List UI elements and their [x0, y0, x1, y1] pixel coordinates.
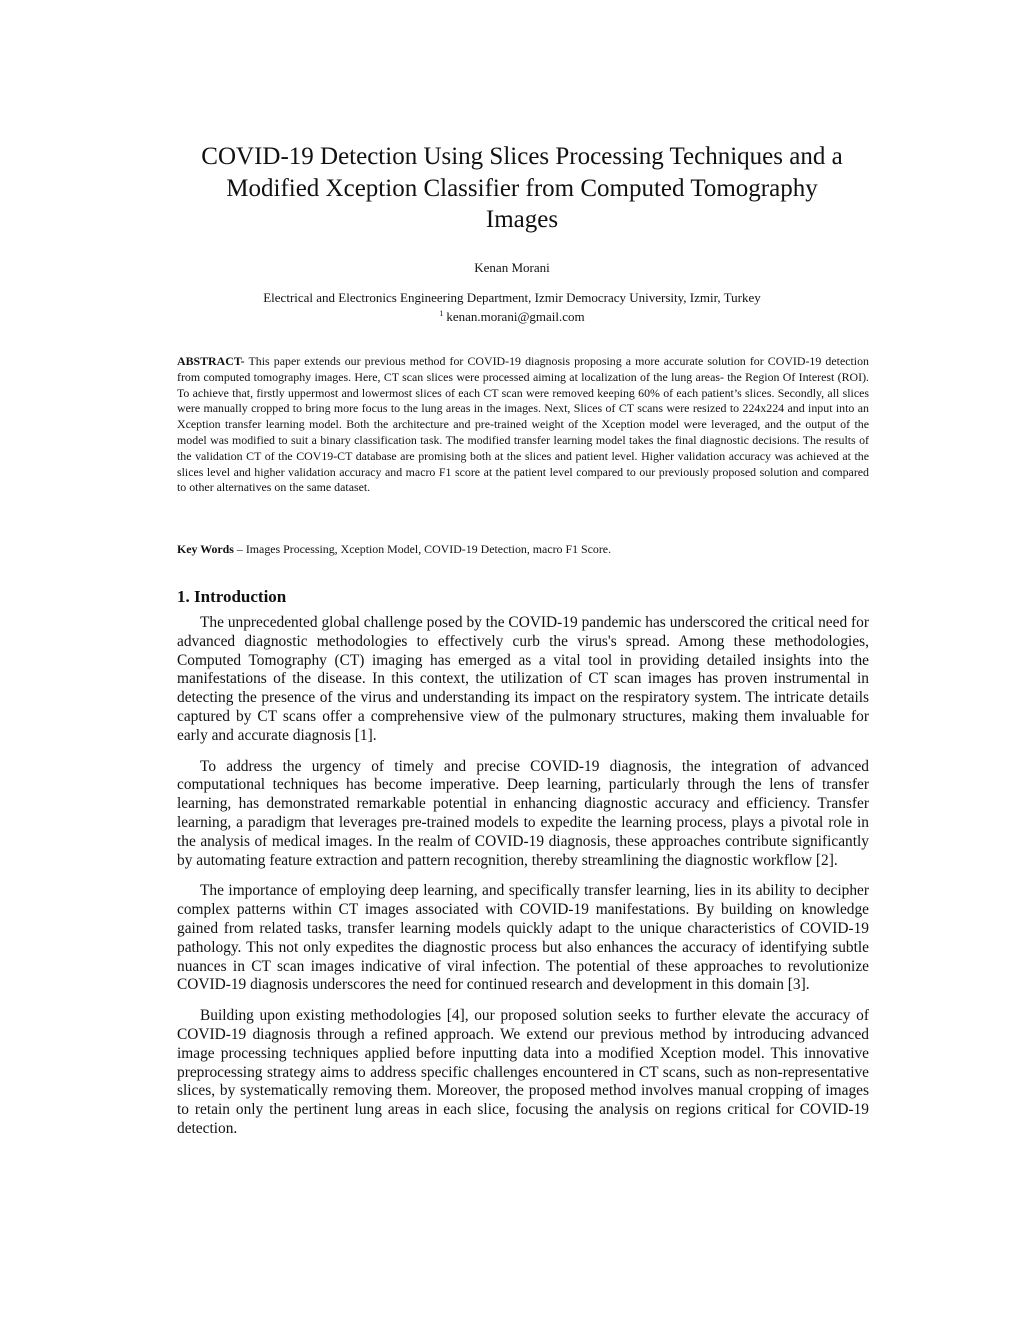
section-heading-introduction: 1. Introduction — [177, 587, 287, 606]
introduction-body — [177, 614, 869, 1151]
paper-title — [150, 141, 894, 236]
body-paragraph: The unprecedented global challenge posed by the COVID-19 pandemic has underscored the critical need for advanced diagnostic methodologies to effectively curb the virus's spread. Among these methodologies, Computed Tomography (CT) imaging has emerged as a vital tool in providing detailed insights into the manifestations of the disease. In this context, the utilization of CT scan images has proven instrumental in detecting the presence of the virus and understanding its impact on the respiratory system. The intricate details captured by CT scans offer a comprehensive view of the pulmonary structures, making them invaluable for early and accurate diagnosis [1]. — [177, 614, 869, 744]
title-line: Modified Xception Classifier from Computed Tomography — [226, 174, 818, 202]
body-paragraph: To address the urgency of timely and precise COVID-19 diagnosis, the integration of advanced computational techniques has become imperative. Deep learning, particularly through the lens of transfer learning, has demonstrated remarkable potential in enhancing diagnostic accuracy and efficiency. Transfer learning, a paradigm that leverages pre-trained models to expedite the learning process, plays a pivotal role in the analysis of medical images. In the realm of COVID-19 diagnosis, these approaches contribute significantly by automating feature extraction and pattern recognition, thereby streamlining the diagnostic workflow [2]. — [177, 757, 869, 869]
body-paragraph: Building upon existing methodologies [4], our proposed solution seeks to further elevate the accuracy of COVID-19 diagnosis through a refined approach. We extend our previous method by introducing advanced image processing techniques applied before inputting data into a modified Xception model. This innovative preprocessing strategy aims to address specific challenges encountered in CT scans, such as non-representative slices, by systematically removing them. Moreover, the proposed method involves manual cropping of images to retain only the pertinent lung areas in each slice, focusing the analysis on regions critical for COVID-19 detection. — [177, 1007, 869, 1137]
keywords — [177, 541, 869, 557]
email-footnote-marker: 1 — [439, 309, 444, 318]
abstract-text: This paper extends our previous method for COVID-19 diagnosis proposing a more accurate solution for COVID-19 detection from computed tomography images. Here, CT scan slices were processed aiming at localization of the lung areas- the Region Of Interest (ROI). To achieve that, firstly uppermost and lowermost slices of each CT scan were removed keeping 60% of each patient’s slices. Secondly, all slices were manually cropped to bring more focus to the lung areas in the images. Next, Slices of CT scans were resized to 224x224 and input into an Xception transfer learning model. Both the architecture and pre-trained weight of the Xception model were leveraged, and the output of the model was modified to suit a binary classification task. The modified transfer learning model takes the final diagnostic decisions. The results of the validation CT of the COV19-CT database are promising both at the slices and patient level. Higher validation accuracy was achieved at the slices level and higher validation accuracy and macro F1 score at the patient level compared to our previously proposed solution and compared to other alternatives on the same dataset. — [177, 354, 869, 495]
author-email: kenan.morani@gmail.com — [446, 309, 585, 324]
keywords-text: – Images Processing, Xception Model, COVID-19 Detection, macro F1 Score. — [233, 542, 612, 556]
author-email-line — [0, 306, 1024, 324]
author-name: Kenan Morani — [474, 260, 550, 275]
abstract-label: ABSTRACT- — [177, 354, 245, 368]
author-affiliation: Electrical and Electronics Engineering Department, Izmir Democracy University, Izmir, Turkey — [263, 290, 761, 305]
abstract — [177, 354, 869, 496]
title-line: Images — [485, 206, 559, 233]
body-paragraph: The importance of employing deep learning, and specifically transfer learning, lies in its ability to decipher complex patterns within CT images associated with COVID-19 manifestations. By building on knowledge gained from related tasks, transfer learning models quickly adapt to the unique characteristics of COVID-19 pathology. This not only expedites the diagnostic process but also enhances the accuracy of identifying subtle nuances in CT scan images indicative of viral infection. The potential of these approaches to revolutionize COVID-19 diagnosis underscores the need for continued research and development in this domain [3]. — [177, 882, 869, 994]
title-line: COVID-19 Detection Using Slices Processing Techniques and a — [201, 143, 843, 170]
keywords-label: Key Words — [177, 542, 234, 556]
